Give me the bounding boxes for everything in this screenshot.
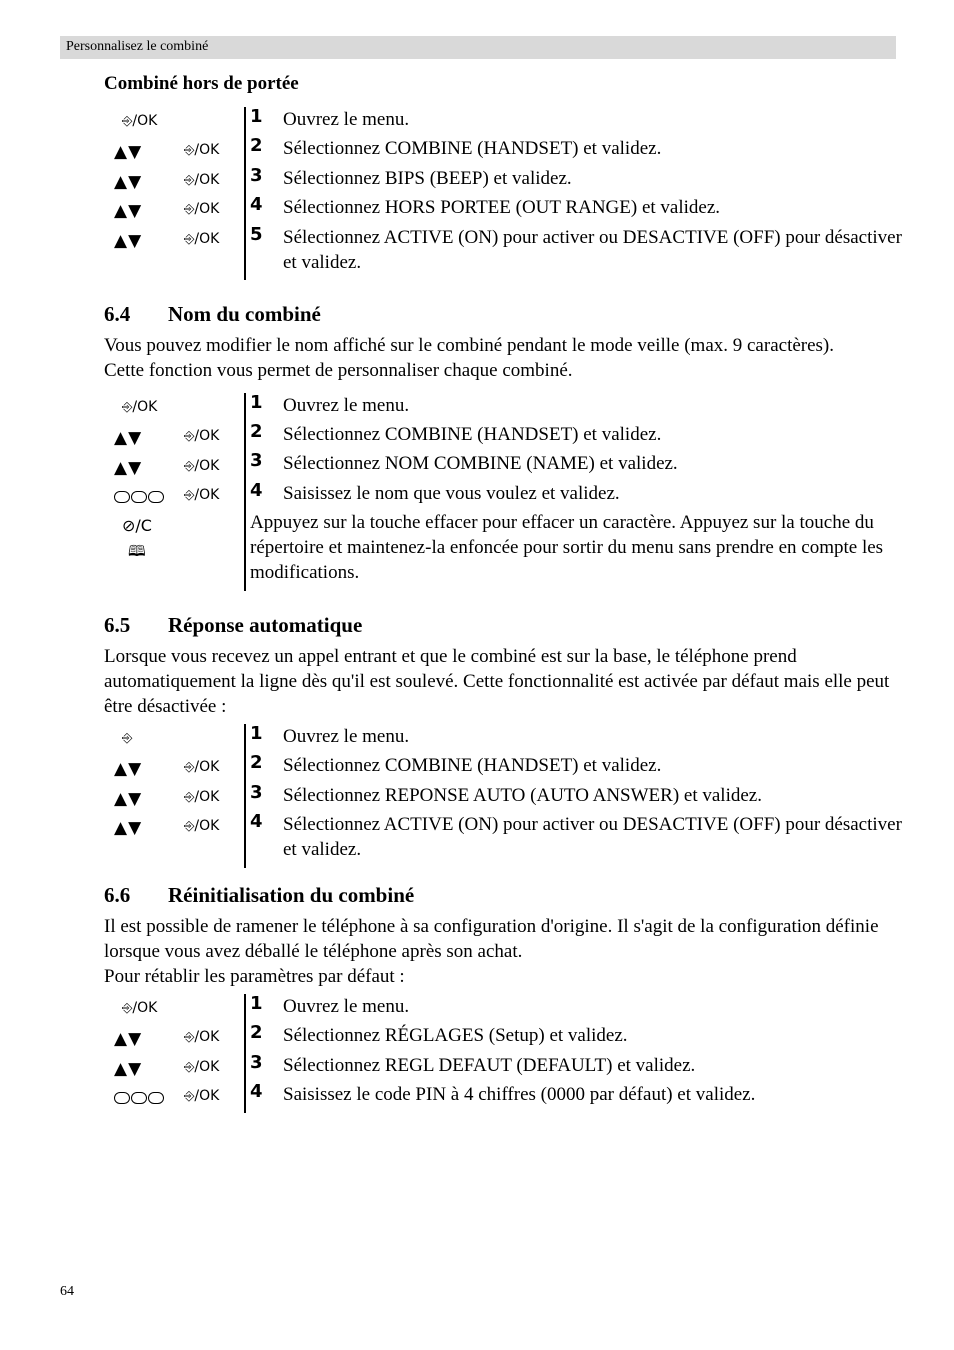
step-number: 1 — [250, 993, 263, 1014]
up-down-arrows-icon: ▲▼ — [114, 172, 143, 192]
step-number: 3 — [250, 782, 263, 803]
icon-row — [104, 516, 244, 538]
menu-ok-key-icon: ⎆/OK — [122, 399, 158, 415]
step-note: Appuyez sur la touche effacer pour effacer un caractère. Appuyez sur la touche du répertoire et maintenez-la enfoncée pour sortir du menu sans prendre en compte les modifications. — [250, 512, 884, 583]
icon-row — [104, 487, 244, 509]
step-text: Sélectionnez RÉGLAGES (Setup) et validez. — [283, 1025, 628, 1046]
icon-row — [104, 428, 244, 450]
step-text: Sélectionnez COMBINE (HANDSET) et validez. — [283, 755, 662, 776]
step-number: 3 — [250, 450, 263, 471]
up-down-arrows-icon: ▲▼ — [114, 818, 143, 838]
menu-ok-key-icon: ⎆/OK — [184, 759, 220, 775]
section-title-6-6 — [104, 883, 899, 908]
menu-ok-key-icon: ⎆/OK — [122, 1000, 158, 1016]
intro-line: Cette fonction vous permet de personnaliser chaque combiné. — [104, 360, 573, 381]
step-text: Sélectionnez COMBINE (HANDSET) et validez. — [283, 138, 662, 159]
subsection-title: Combiné hors de portée — [104, 73, 299, 94]
step-number: 3 — [250, 165, 263, 186]
menu-ok-key-icon: ⎆/OK — [184, 1088, 220, 1104]
step-number: 2 — [250, 421, 263, 442]
icon-row — [104, 1000, 244, 1022]
steps-reset — [104, 994, 899, 1113]
menu-ok-key-icon: ⎆/OK — [184, 789, 220, 805]
divider-line — [244, 724, 246, 868]
step-text: Sélectionnez HORS PORTEE (OUT RANGE) et validez. — [283, 197, 721, 218]
section-intro — [104, 914, 899, 989]
page-header — [60, 36, 896, 59]
section-intro — [104, 333, 899, 383]
step-number: 2 — [250, 752, 263, 773]
menu-ok-key-icon: ⎆/OK — [184, 231, 220, 247]
step-text: Ouvrez le menu. — [283, 996, 410, 1017]
section-title-6-4 — [104, 302, 899, 327]
icon-row — [104, 541, 244, 563]
section-heading: Réinitialisation du combiné — [168, 883, 415, 907]
section-heading: Réponse automatique — [168, 613, 363, 637]
section-heading: Nom du combiné — [168, 302, 321, 326]
step-text: Sélectionnez ACTIVE (ON) pour activer ou DESACTIVE (OFF) pour désactiver et validez. — [283, 814, 902, 860]
step-number: 4 — [250, 1081, 263, 1102]
up-down-arrows-icon: ▲▼ — [114, 759, 143, 779]
icon-row — [104, 1029, 244, 1051]
menu-ok-key-icon: ⎆/OK — [184, 142, 220, 158]
steps-auto-answer — [104, 723, 902, 868]
steps-handset-name — [104, 393, 899, 591]
icon-row — [104, 142, 244, 164]
icon-row — [104, 730, 244, 752]
phonebook-icon: 🕮 — [128, 542, 146, 560]
up-down-arrows-icon: ▲▼ — [114, 1059, 143, 1079]
icon-row — [104, 399, 244, 421]
intro-line: Lorsque vous recevez un appel entrant et que le combiné est sur la base, le téléphone prend automatiquement la ligne dès qu'il est soulevé. Cette fonctionnalité est activée par défaut mais elle peut être désactivée : — [104, 646, 890, 717]
menu-ok-key-icon: ⎆/OK — [184, 1029, 220, 1045]
step-text: Ouvrez le menu. — [283, 109, 410, 130]
step-text: Sélectionnez COMBINE (HANDSET) et validez. — [283, 424, 662, 445]
step-text: Saisissez le nom que vous voulez et validez. — [283, 483, 620, 504]
icon-row — [104, 759, 244, 781]
menu-ok-key-icon: ⎆/OK — [184, 458, 220, 474]
divider-line — [244, 393, 246, 591]
steps-out-of-range — [104, 106, 902, 280]
menu-ok-key-icon: ⎆/OK — [184, 201, 220, 217]
step-text: Sélectionnez ACTIVE (ON) pour activer ou DESACTIVE (OFF) pour désactiver et validez. — [283, 227, 902, 273]
up-down-arrows-icon: ▲▼ — [114, 201, 143, 221]
up-down-arrows-icon: ▲▼ — [114, 428, 143, 448]
section-title-6-5 — [104, 613, 899, 638]
icon-row — [104, 1059, 244, 1081]
up-down-arrows-icon: ▲▼ — [114, 142, 143, 162]
menu-ok-key-icon: ⎆/OK — [184, 428, 220, 444]
intro-line: Pour rétablir les paramètres par défaut : — [104, 966, 405, 987]
header-title: Personnalisez le combiné — [66, 39, 209, 54]
step-text: Sélectionnez REPONSE AUTO (AUTO ANSWER) et validez. — [283, 785, 762, 806]
page-number: 64 — [60, 1284, 74, 1299]
step-number: 4 — [250, 480, 263, 501]
menu-ok-key-icon: ⎆/OK — [184, 818, 220, 834]
icon-row — [104, 1088, 244, 1110]
icon-row — [104, 458, 244, 480]
menu-ok-key-icon: ⎆/OK — [184, 1059, 220, 1075]
step-text: Sélectionnez REGL DEFAUT (DEFAULT) et validez. — [283, 1055, 696, 1076]
step-text: Sélectionnez NOM COMBINE (NAME) et validez. — [283, 453, 678, 474]
step-text: Saisissez le code PIN à 4 chiffres (0000 par défaut) et validez. — [283, 1084, 756, 1105]
divider-line — [244, 107, 246, 280]
up-down-arrows-icon: ▲▼ — [114, 1029, 143, 1049]
keypad-icon — [114, 491, 164, 503]
step-number: 1 — [250, 723, 263, 744]
step-text: Ouvrez le menu. — [283, 395, 410, 416]
icon-row — [104, 201, 244, 223]
section-number: 6.4 — [104, 302, 131, 326]
step-number: 4 — [250, 194, 263, 215]
icon-row — [104, 231, 244, 253]
up-down-arrows-icon: ▲▼ — [114, 458, 143, 478]
icon-row — [104, 113, 244, 135]
step-number: 2 — [250, 1022, 263, 1043]
menu-ok-key-icon: ⎆/OK — [184, 487, 220, 503]
step-number: 1 — [250, 106, 263, 127]
step-number: 1 — [250, 392, 263, 413]
icon-row — [104, 172, 244, 194]
divider-line — [244, 994, 246, 1113]
intro-line: Il est possible de ramener le téléphone à sa configuration d'origine. Il s'agit de la configuration définie lorsque vous avez déballé le téléphone après son achat. — [104, 916, 879, 962]
step-number: 4 — [250, 811, 263, 832]
menu-key-icon: ⎆ — [122, 731, 133, 746]
step-number: 2 — [250, 135, 263, 156]
clear-key-icon: ⊘/C — [122, 516, 152, 535]
keypad-icon — [114, 1092, 164, 1104]
step-number: 3 — [250, 1052, 263, 1073]
up-down-arrows-icon: ▲▼ — [114, 789, 143, 809]
icon-row — [104, 818, 244, 840]
section-number: 6.6 — [104, 883, 131, 907]
step-number: 5 — [250, 224, 263, 245]
menu-ok-key-icon: ⎆/OK — [184, 172, 220, 188]
icon-row — [104, 789, 244, 811]
step-text: Sélectionnez BIPS (BEEP) et validez. — [283, 168, 572, 189]
section-intro — [104, 644, 899, 719]
up-down-arrows-icon: ▲▼ — [114, 231, 143, 251]
section-number: 6.5 — [104, 613, 131, 637]
intro-line: Vous pouvez modifier le nom affiché sur le combiné pendant le mode veille (max. 9 caractères). — [104, 335, 835, 356]
step-text: Ouvrez le menu. — [283, 726, 410, 747]
menu-ok-key-icon: ⎆/OK — [122, 113, 158, 129]
